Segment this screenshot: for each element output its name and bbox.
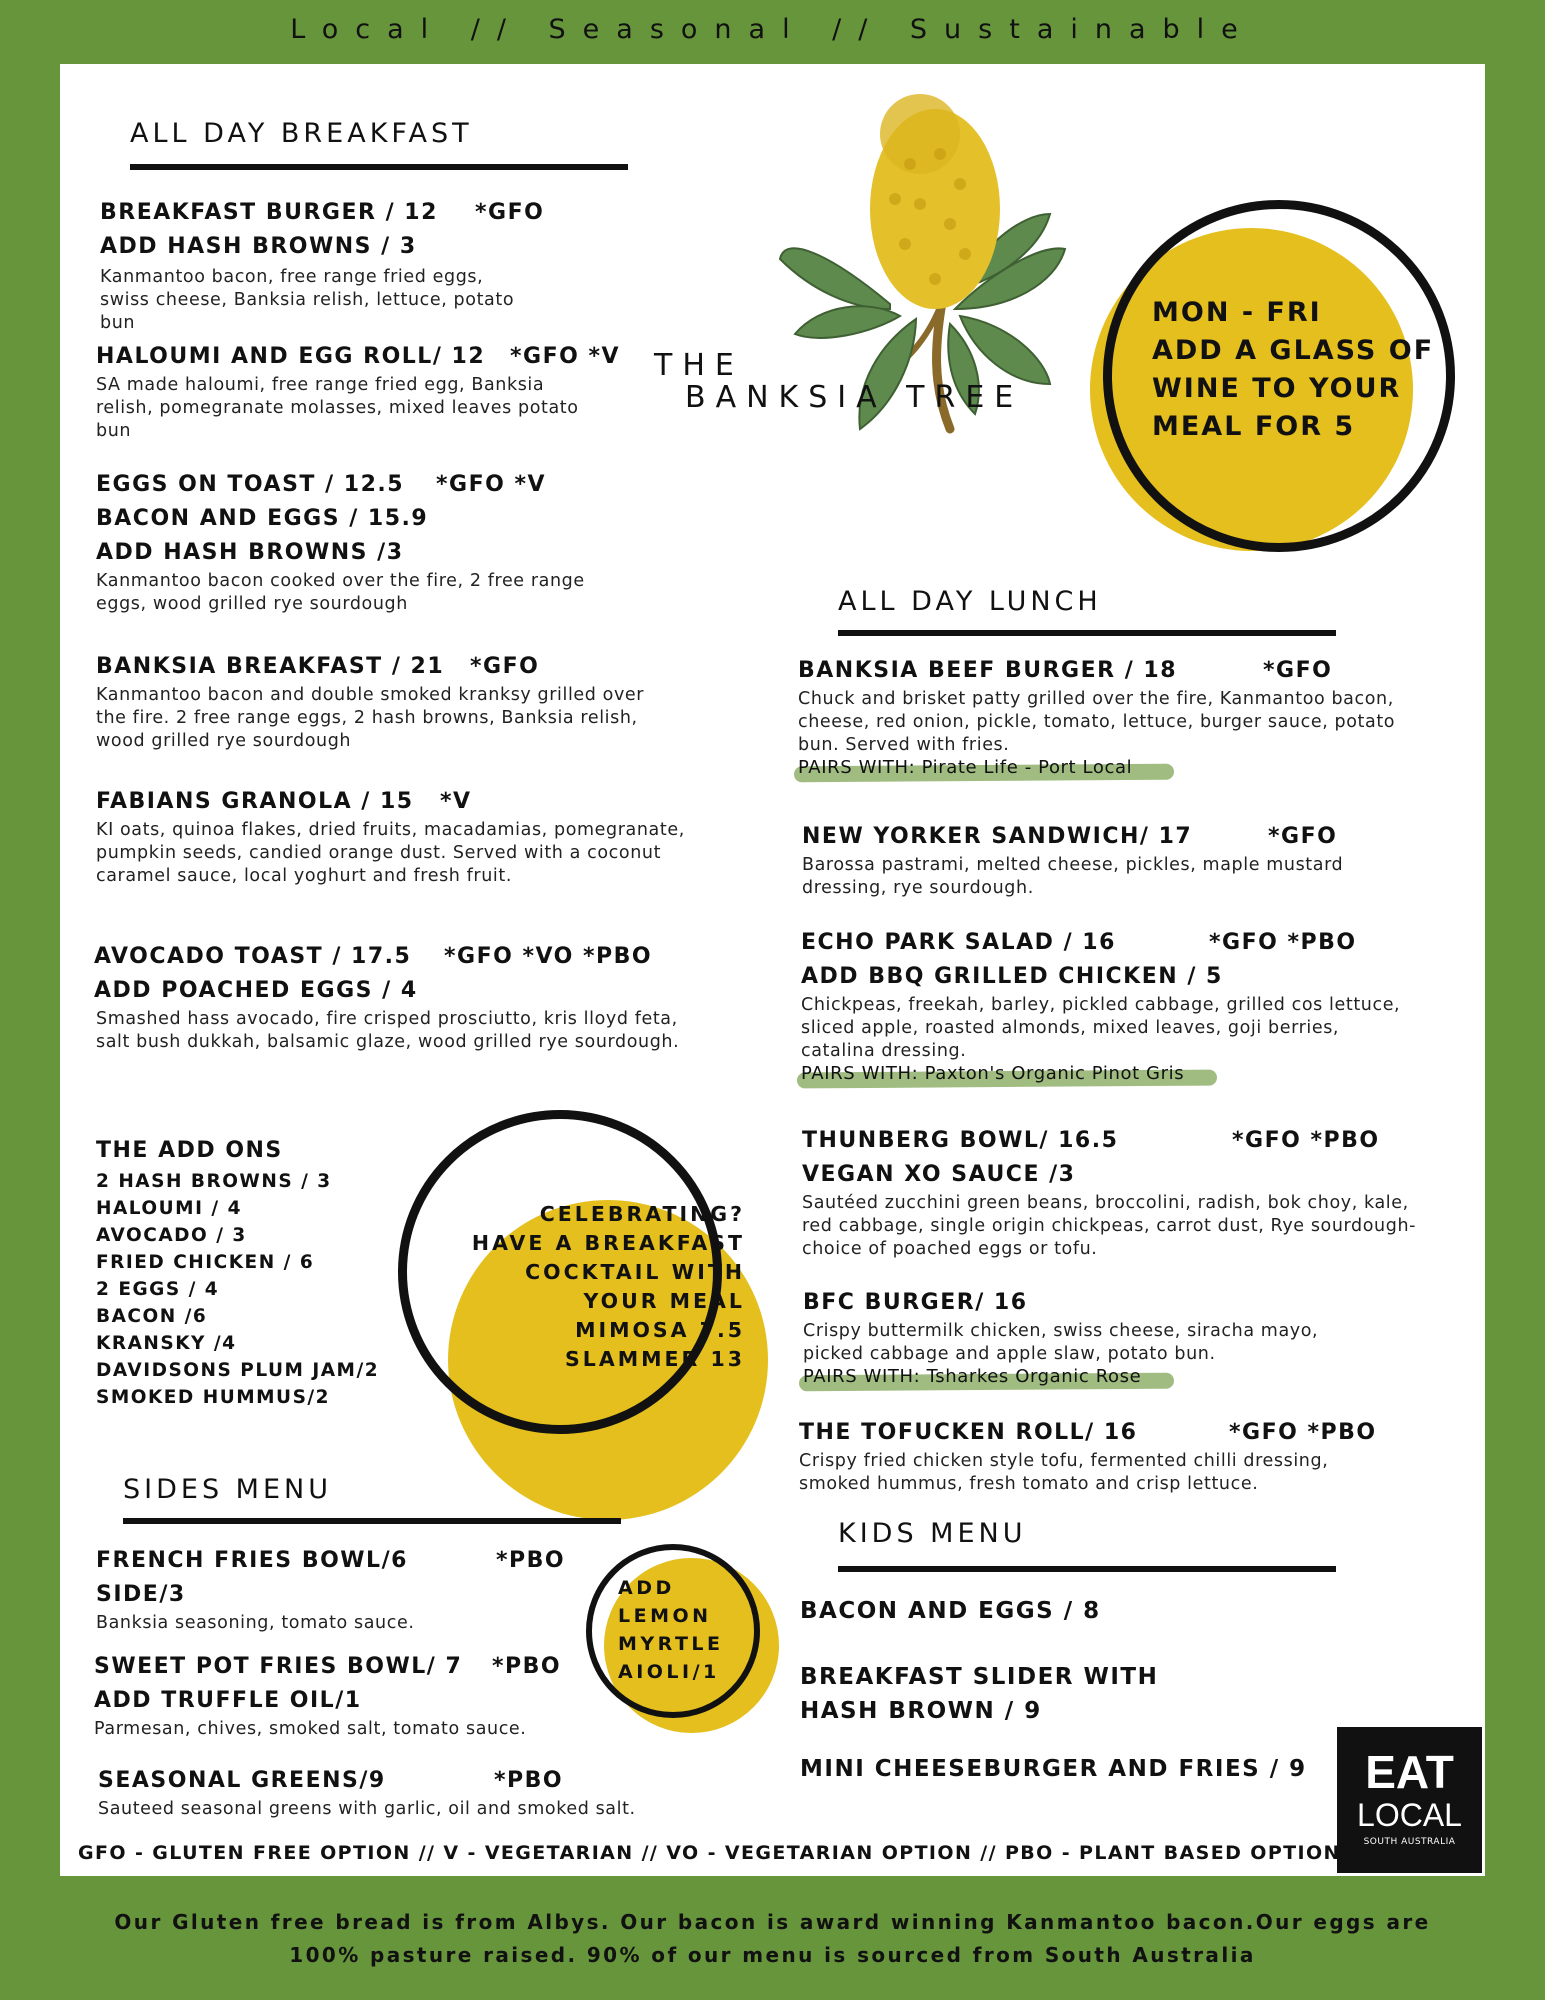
dietary-tags: *GFO (475, 200, 545, 225)
eat-local-line3: SOUTH AUSTRALIA (1363, 1837, 1456, 1847)
dietary-tags: *GFO *V (510, 344, 620, 369)
dietary-legend: GFO - GLUTEN FREE OPTION // V - VEGETARIAN // VO - VEGETARIAN OPTION // PBO - PLANT BASED OPTION (78, 1842, 1341, 1864)
item-name: EGGS ON TOAST / 12.5 (96, 472, 405, 497)
item-name: ECHO PARK SALAD / 16 (801, 930, 1116, 955)
item-name: THE TOFUCKEN ROLL/ 16 (799, 1420, 1138, 1445)
item-description: KI oats, quinoa flakes, dried fruits, macadamias, pomegranate, pumpkin seeds, candied orange dust. Served with a coconut caramel sauce, local yoghurt and fresh fruit. (96, 820, 685, 886)
breakfast-item (96, 785, 685, 940)
kids-list (800, 1594, 1307, 1786)
eat-local-line2: LOCAL (1357, 1797, 1462, 1833)
promo-line: AIOLI/1 (618, 1661, 720, 1683)
item-name: HALOUMI AND EGG ROLL/ 12 (96, 344, 486, 369)
addons-heading: THE ADD ONS (96, 1138, 283, 1163)
kids-item (800, 1752, 1307, 1786)
item-name: MINI CHEESEBURGER AND FRIES / 9 (800, 1756, 1307, 1782)
pairing-text: PAIRS WITH: Paxton's Organic Pinot Gris (801, 1063, 1185, 1084)
promo-line: WINE TO YOUR (1152, 373, 1402, 404)
lunch-item (802, 1124, 1448, 1286)
kids-rule (838, 1566, 1336, 1572)
addon-item: AVOCADO / 3 (96, 1225, 247, 1246)
addon-item: FRIED CHICKEN / 6 (96, 1252, 315, 1273)
breakfast-item (96, 340, 656, 468)
item-description: Kanmantoo bacon and double smoked kranksy grilled over the fire. 2 free range eggs, 2 hash browns, Banksia relish, wood grilled rye sourdough (96, 685, 645, 751)
item-addon: ADD BBQ GRILLED CHICKEN / 5 (801, 964, 1223, 989)
brand-line1: THE (654, 348, 744, 383)
dietary-tags: *GFO *VO *PBO (444, 944, 653, 969)
lunch-item (798, 654, 1448, 820)
item-name: BREAKFAST BURGER / 12 (100, 200, 438, 225)
banksia-flower-illustration (710, 84, 1130, 474)
item-description: Sauteed seasonal greens with garlic, oil and smoked salt. (98, 1799, 636, 1819)
item-description: Chuck and brisket patty grilled over the fire, Kanmantoo bacon, cheese, red onion, pickle, tomato, lettuce, burger sauce, potato bun. Served with fries. (798, 689, 1396, 755)
promo-line: COCKTAIL WITH (525, 1260, 745, 1284)
lunch-list (798, 654, 1448, 1496)
pairing-text: PAIRS WITH: Pirate Life - Port Local (798, 757, 1133, 778)
kids-heading: KIDS MENU (838, 1518, 1027, 1549)
brand-line2: BANKSIA TREE (685, 380, 1024, 415)
aioli-promo-text (618, 1574, 724, 1686)
kids-item (800, 1660, 1307, 1752)
item-description: Crispy buttermilk chicken, swiss cheese, siracha mayo, picked cabbage and apple slaw, potato bun. (803, 1321, 1319, 1364)
dietary-tags: *GFO (470, 654, 540, 679)
lunch-rule (838, 630, 1336, 636)
item-addon: ADD HASH BROWNS / 3 (100, 234, 417, 259)
wine-pairing (803, 1366, 1448, 1387)
promo-line: LEMON (618, 1605, 712, 1627)
side-item (96, 1544, 596, 1650)
item-description: Kanmantoo bacon, free range fried eggs, swiss cheese, Banksia relish, lettuce, potato bun (100, 267, 515, 333)
dietary-tags: *GFO *V (436, 472, 546, 497)
item-description: Chickpeas, freekah, barley, pickled cabbage, grilled cos lettuce, sliced apple, roasted almonds, mixed leaves, goji berries, catalina dressing. (801, 995, 1401, 1061)
addon-item: SMOKED HUMMUS/2 (96, 1387, 331, 1408)
breakfast-item (100, 196, 656, 340)
kids-item (800, 1594, 1307, 1660)
promo-line: MYRTLE (618, 1633, 724, 1655)
promo-line: YOUR MEAL (583, 1289, 745, 1313)
item-name: FABIANS GRANOLA / 15 (96, 789, 414, 814)
wine-pairing (798, 757, 1448, 778)
item-name: AVOCADO TOAST / 17.5 (94, 944, 412, 969)
promo-line: MIMOSA 7.5 (575, 1318, 745, 1342)
breakfast-item (94, 940, 680, 1100)
promo-line: ADD (618, 1577, 675, 1599)
addons-list (96, 1134, 379, 1411)
breakfast-heading: ALL DAY BREAKFAST (130, 118, 473, 149)
item-description: SA made haloumi, free range fried egg, Banksia relish, pomegranate molasses, mixed leaves potato bun (96, 375, 579, 441)
lunch-item (802, 820, 1448, 926)
item-name: BACON AND EGGS / 8 (800, 1598, 1101, 1624)
side-item (94, 1650, 596, 1764)
item-name: FRENCH FRIES BOWL/6 (96, 1548, 408, 1573)
addon-item: BACON /6 (96, 1306, 208, 1327)
sides-heading: SIDES MENU (123, 1474, 332, 1505)
item-addon: ADD POACHED EGGS / 4 (94, 978, 418, 1003)
addon-item: 2 EGGS / 4 (96, 1279, 220, 1300)
promo-line: MEAL FOR 5 (1152, 411, 1356, 442)
dietary-tags: *GFO (1263, 658, 1333, 683)
item-name: BREAKFAST SLIDER WITH (800, 1664, 1159, 1690)
item-addon: SIDE/3 (96, 1582, 186, 1607)
item-description: Sautéed zucchini green beans, broccolini, radish, bok choy, kale, red cabbage, single origin chickpeas, carrot dust, Rye sourdough-choice of poached eggs or tofu. (802, 1193, 1417, 1259)
breakfast-item (96, 468, 656, 650)
lunch-item (801, 926, 1448, 1124)
wine-pairing (801, 1063, 1448, 1084)
item-description: Kanmantoo bacon cooked over the fire, 2 free range eggs, wood grilled rye sourdough (96, 571, 585, 614)
addon-item: KRANSKY /4 (96, 1333, 237, 1354)
lunch-item (803, 1286, 1448, 1416)
item-description: Banksia seasoning, tomato sauce. (96, 1613, 415, 1633)
lunch-item (799, 1416, 1448, 1496)
dietary-tags: *GFO *PBO (1232, 1128, 1380, 1153)
lunch-heading: ALL DAY LUNCH (838, 586, 1102, 617)
sides-rule (123, 1518, 621, 1524)
item-description: Crispy fried chicken style tofu, fermented chilli dressing, smoked hummus, fresh tomato and crisp lettuce. (799, 1451, 1329, 1494)
footer-line2: 100% pasture raised. 90% of our menu is sourced from South Australia (289, 1943, 1256, 1967)
promo-line: CELEBRATING? (539, 1202, 745, 1226)
pairing-text: PAIRS WITH: Tsharkes Organic Rose (803, 1366, 1142, 1387)
item-name: BFC BURGER/ 16 (803, 1290, 1028, 1315)
breakfast-list (94, 196, 685, 1100)
item-name: SEASONAL GREENS/9 (98, 1768, 386, 1793)
item-name: SWEET POT FRIES BOWL/ 7 (94, 1654, 463, 1679)
side-item (98, 1764, 636, 1821)
eat-local-logo (1337, 1727, 1482, 1873)
breakfast-rule (130, 164, 628, 170)
footer-line1: Our Gluten free bread is from Albys. Our bacon is award winning Kanmantoo bacon.Our eggs are (114, 1910, 1431, 1934)
promo-line: HAVE A BREAKFAST (471, 1231, 745, 1255)
item-description: Parmesan, chives, smoked salt, tomato sauce. (94, 1719, 527, 1739)
eat-local-line1: EAT (1365, 1746, 1454, 1798)
promo-line: ADD A GLASS OF (1152, 335, 1435, 366)
promo-line: SLAMMER 13 (565, 1347, 745, 1371)
wine-promo-text (1152, 294, 1434, 446)
dietary-tags: *GFO (1268, 824, 1338, 849)
dietary-tags: *GFO *PBO (1229, 1420, 1377, 1445)
dietary-tags: *PBO (496, 1548, 566, 1573)
sides-list (94, 1544, 636, 1821)
dietary-tags: *PBO (494, 1768, 564, 1793)
breakfast-item (96, 650, 656, 785)
item-name: NEW YORKER SANDWICH/ 17 (802, 824, 1193, 849)
item-name: THUNBERG BOWL/ 16.5 (802, 1128, 1119, 1153)
promo-line: MON - FRI (1152, 297, 1322, 328)
item-addon: VEGAN XO SAUCE /3 (802, 1162, 1076, 1187)
item-name: BANKSIA BEEF BURGER / 18 (798, 658, 1178, 683)
menu-panel (60, 64, 1485, 1876)
dietary-tags: *GFO *PBO (1209, 930, 1357, 955)
item-description: Barossa pastrami, melted cheese, pickles, maple mustard dressing, rye sourdough. (802, 855, 1344, 898)
addon-item: 2 HASH BROWNS / 3 (96, 1171, 332, 1192)
cocktail-promo-text (472, 1200, 745, 1374)
dietary-tags: *PBO (492, 1654, 562, 1679)
addon-item: HALOUMI / 4 (96, 1198, 242, 1219)
banksia-cone (870, 94, 1000, 309)
item-addon: BACON AND EGGS / 15.9 (96, 506, 429, 531)
tagline: Local // Seasonal // Sustainable (290, 14, 1255, 45)
dietary-tags: *V (440, 789, 472, 814)
item-description: Smashed hass avocado, fire crisped prosciutto, kris lloyd feta, salt bush dukkah, balsamic glaze, wood grilled rye sourdough. (96, 1009, 680, 1052)
item-addon: ADD HASH BROWNS /3 (96, 540, 404, 565)
addon-item: DAVIDSONS PLUM JAM/2 (96, 1360, 380, 1381)
item-addon: ADD TRUFFLE OIL/1 (94, 1688, 362, 1713)
item-name: BANKSIA BREAKFAST / 21 (96, 654, 445, 679)
item-name: HASH BROWN / 9 (800, 1698, 1042, 1724)
